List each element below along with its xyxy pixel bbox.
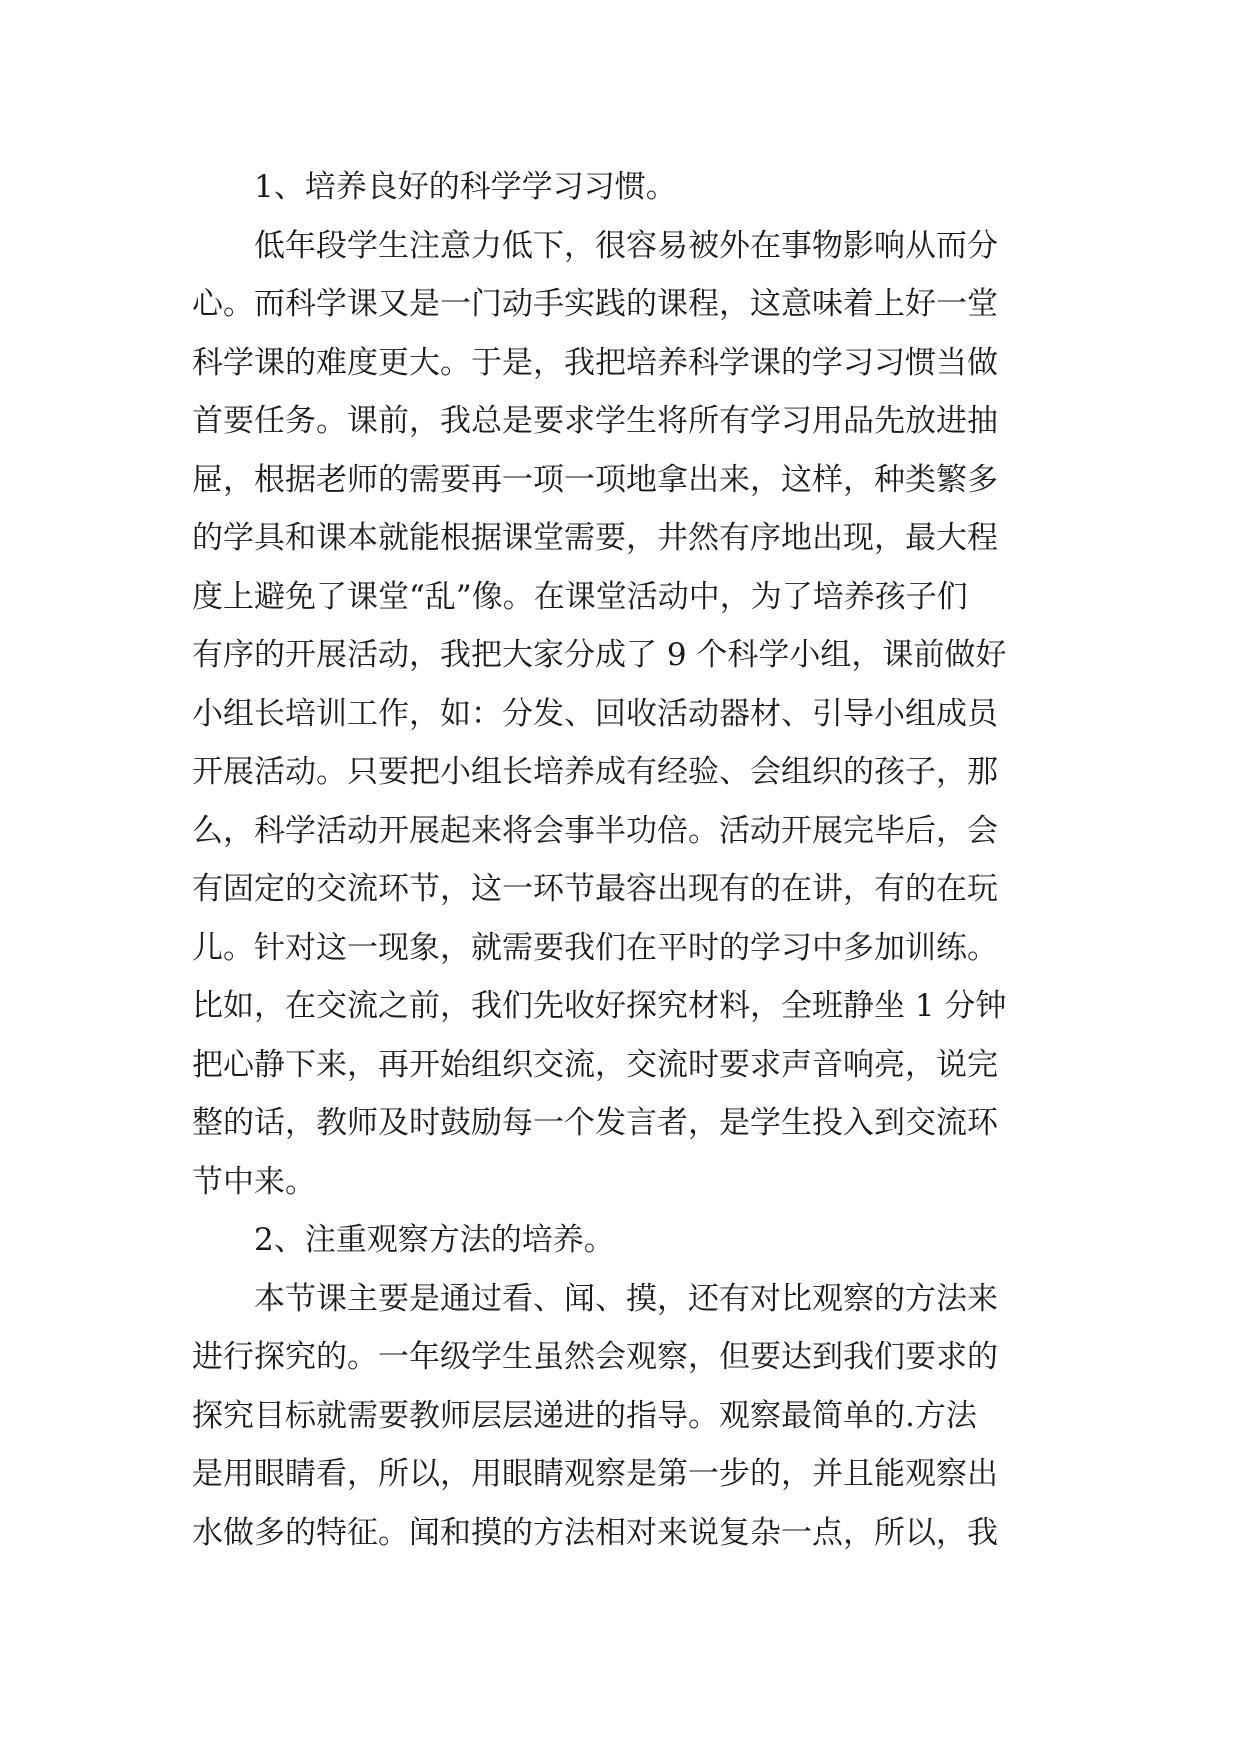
text-line: 的学具和课本就能根据课堂需要，井然有序地出现，最大程 (192, 520, 998, 556)
text-line: 水做多的特征。闻和摸的方法相对来说复杂一点，所以，我 (192, 1514, 998, 1551)
text-line: 节中来。 (192, 1163, 316, 1200)
text-line: 小组长培训工作，如：分发、回收活动器材、引导小组成员 (192, 695, 998, 732)
text-line: 儿。针对这一现象，就需要我们在平时的学习中多加训练。 (192, 929, 998, 966)
body-text (192, 158, 1052, 1562)
text-line: 把心静下来，再开始组织交流，交流时要求声音响亮，说完 (192, 1046, 998, 1083)
text-line: 是用眼睛看，所以，用眼睛观察是第一步的，并且能观察出 (192, 1456, 998, 1492)
text-line: 开展活动。只要把小组长培养成有经验、会组织的孩子，那 (192, 754, 998, 790)
text-line: 科学课的难度更大。于是，我把培养科学课的学习习惯当做 (192, 344, 998, 381)
text-line: 进行探究的。一年级学生虽然会观察，但要达到我们要求的 (192, 1339, 998, 1375)
text-line: 1、培养良好的科学学习习惯。 (254, 169, 677, 205)
text-line: 比如，在交流之前，我们先收好探究材料，全班静坐 1 分钟 (192, 988, 1007, 1024)
text-line: 么，科学活动开展起来将会事半功倍。活动开展完毕后，会 (192, 812, 998, 849)
text-line: 首要任务。课前，我总是要求学生将所有学习用品先放进抽 (192, 403, 998, 439)
text-line: 2、注重观察方法的培养。 (254, 1222, 615, 1258)
text-line: 探究目标就需要教师层层递进的指导。观察最简单的.方法 (192, 1397, 977, 1434)
text-line: 度上避免了课堂“乱”像。在课堂活动中，为了培养孩子们 (192, 578, 968, 615)
text-line: 有固定的交流环节，这一环节最容出现有的在讲，有的在玩 (192, 871, 998, 907)
text-line: 屉，根据老师的需要再一项一项地拿出来，这样，种类繁多 (192, 461, 998, 498)
text-line: 整的话，教师及时鼓励每一个发言者，是学生投入到交流环 (192, 1105, 998, 1141)
text-line: 有序的开展活动，我把大家分成了 9 个科学小组，课前做好 (192, 637, 1007, 673)
text-line: 本节课主要是通过看、闻、摸，还有对比观察的方法来 (254, 1280, 998, 1317)
text-line: 低年段学生注意力低下，很容易被外在事物影响从而分 (254, 227, 998, 264)
text-line: 心。而科学课又是一门动手实践的课程，这意味着上好一堂 (192, 286, 998, 322)
